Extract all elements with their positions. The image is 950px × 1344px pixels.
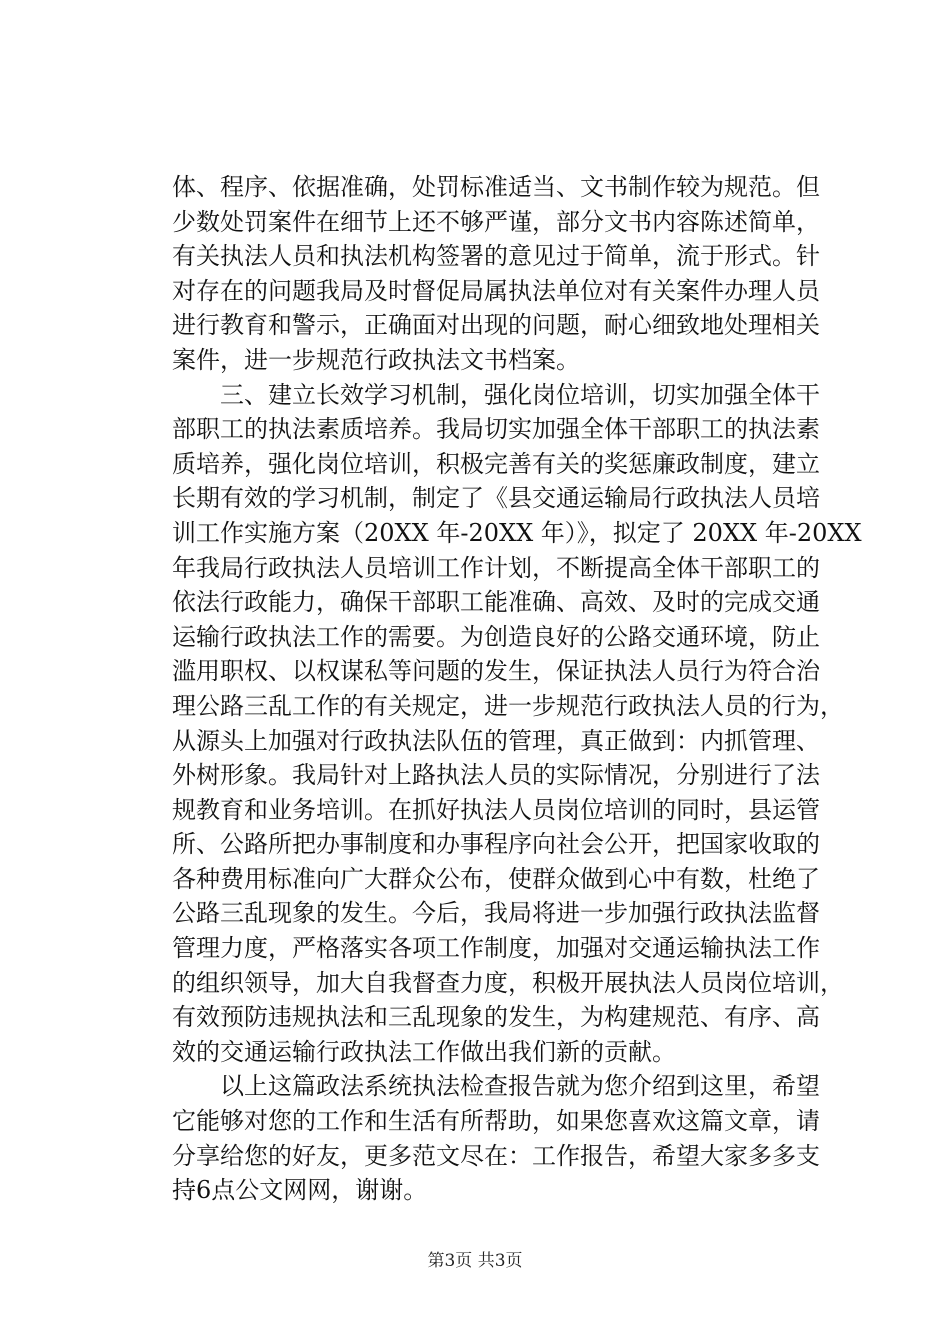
text-line-14: 运输行政执法工作的需要。为创造良好的公路交通环境，防止 <box>172 622 820 651</box>
text-line-11: 训工作实施方案（20XX 年-20XX 年）》，拟定了 20XX 年-20XX <box>172 518 862 547</box>
text-line-26: 效的交通运输行政执法工作做出我们新的贡献。 <box>172 1037 676 1066</box>
text-line-28: 它能够对您的工作和生活有所帮助，如果您喜欢这篇文章，请 <box>172 1107 820 1136</box>
text-line-25: 有效预防违规执法和三乱现象的发生，为构建规范、有序、高 <box>172 1003 820 1032</box>
text-line-8: 部职工的执法素质培养。我局切实加强全体干部职工的执法素 <box>172 415 820 444</box>
text-line-17: 从源头上加强对行政执法队伍的管理，真正做到：内抓管理、 <box>172 726 820 755</box>
text-line-3: 有关执法人员和执法机构签署的意见过于简单，流于形式。针 <box>172 242 820 271</box>
text-line-6: 案件，进一步规范行政执法文书档案。 <box>172 345 580 374</box>
text-line-30: 持6点公文网网，谢谢。 <box>172 1176 428 1205</box>
text-line-19: 规教育和业务培训。在抓好执法人员岗位培训的同时，县运管 <box>172 795 820 824</box>
text-line-10: 长期有效的学习机制，制定了《县交通运输局行政执法人员培 <box>172 484 820 513</box>
text-line-24: 的组织领导，加大自我督查力度，积极开展执法人员岗位培训， <box>172 968 844 997</box>
text-line-16: 理公路三乱工作的有关规定，进一步规范行政执法人员的行为， <box>172 691 844 720</box>
text-line-13: 依法行政能力，确保干部职工能准确、高效、及时的完成交通 <box>172 588 820 617</box>
document-body <box>172 170 862 1208</box>
page-number-footer: 第3页 共3页 <box>427 1251 523 1271</box>
text-line-29: 分享给您的好友，更多范文尽在：工作报告，希望大家多多支 <box>172 1141 820 1170</box>
text-line-21: 各种费用标准向广大群众公布，使群众做到心中有数，杜绝了 <box>172 864 820 893</box>
text-line-4: 对存在的问题我局及时督促局属执法单位对有关案件办理人员 <box>172 276 820 305</box>
text-line-22: 公路三乱现象的发生。今后，我局将进一步加强行政执法监督 <box>172 899 820 928</box>
text-line-1: 体、程序、依据准确，处罚标准适当、文书制作较为规范。但 <box>172 173 820 201</box>
text-line-27: 以上这篇政法系统执法检查报告就为您介绍到这里，希望 <box>172 1072 820 1101</box>
text-line-23: 管理力度，严格落实各项工作制度，加强对交通运输执法工作 <box>172 934 820 963</box>
text-line-5: 进行教育和警示，正确面对出现的问题，耐心细致地处理相关 <box>172 311 820 340</box>
text-line-20: 所、公路所把办事制度和办事程序向社会公开，把国家收取的 <box>172 830 820 859</box>
text-line-7: 三、建立长效学习机制，强化岗位培训，切实加强全体干 <box>172 380 820 409</box>
text-line-15: 滥用职权、以权谋私等问题的发生，保证执法人员行为符合治 <box>172 657 820 686</box>
text-line-18: 外树形象。我局针对上路执法人员的实际情况，分别进行了法 <box>172 761 820 790</box>
text-line-2: 少数处罚案件在细节上还不够严谨，部分文书内容陈述简单， <box>172 207 820 236</box>
text-line-9: 质培养，强化岗位培训，积极完善有关的奖惩廉政制度，建立 <box>172 449 820 478</box>
text-line-12: 年我局行政执法人员培训工作计划，不断提高全体干部职工的 <box>172 553 820 582</box>
